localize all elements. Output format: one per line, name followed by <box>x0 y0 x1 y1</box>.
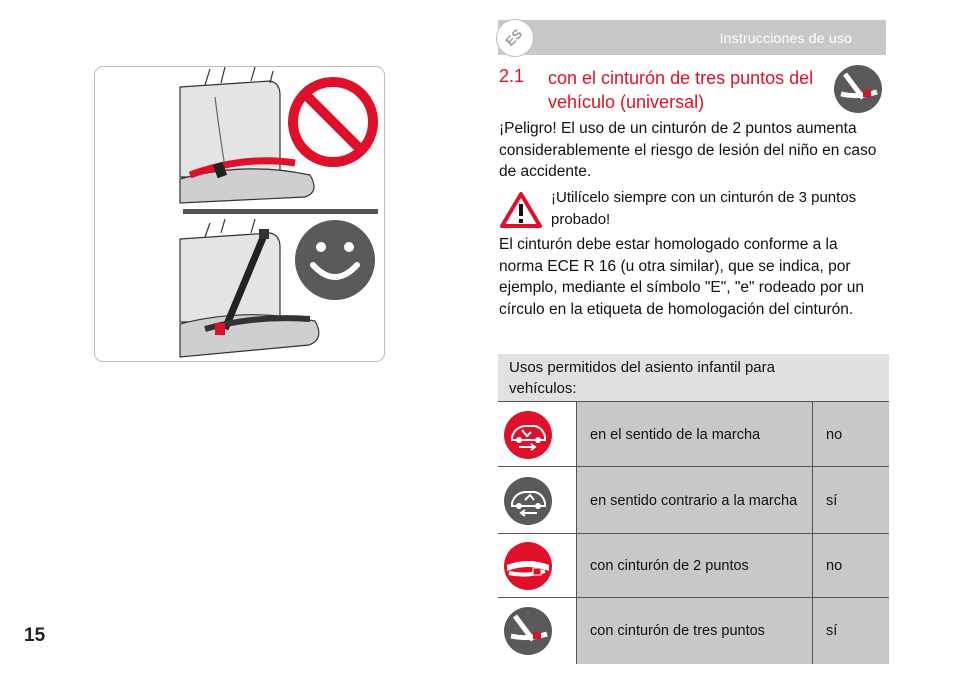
usage-description: en sentido contrario a la marcha <box>590 492 798 509</box>
table-row <box>498 597 889 664</box>
usage-value: sí <box>826 492 838 509</box>
usage-table-title: Usos permitidos del asiento infantil para vehículos: <box>509 359 775 397</box>
table-description-cell <box>577 534 813 598</box>
table-icon-cell <box>498 467 577 534</box>
table-description-cell <box>577 467 813 534</box>
usage-description: en el sentido de la marcha <box>590 426 761 443</box>
smiley-face-icon <box>295 220 375 300</box>
section-number: 2.1 <box>499 66 525 86</box>
table-value-cell <box>813 402 889 467</box>
usage-value: no <box>826 558 843 574</box>
table-row <box>498 466 889 534</box>
usage-value: sí <box>826 623 838 639</box>
table-value-cell <box>813 467 889 534</box>
table-value-cell <box>813 534 889 598</box>
usage-table-heading <box>498 354 889 401</box>
table-row <box>498 401 889 467</box>
usage-description: con cinturón de tres puntos <box>590 623 765 639</box>
prohibited-sign-icon <box>293 82 373 162</box>
danger-paragraph <box>499 118 884 183</box>
two-point-belt-icon <box>503 541 553 591</box>
page-number: 15 <box>24 625 46 646</box>
usage-description: con cinturón de 2 puntos <box>590 558 749 574</box>
danger-text: El uso de un cinturón de 2 puntos aumenta considerablemente el riesgo de lesión del niño en caso de accidente. <box>499 120 877 180</box>
table-value-cell <box>813 598 889 664</box>
homologation-paragraph: El cinturón debe estar homologado conforme a la norma ECE R 16 (u otra similar), que se indica, por ejemplo, mediante el símbolo "E", "e" rodeado por un círculo en la etiqueta de homologación del cinturón. <box>499 236 864 318</box>
rear-facing-car-icon <box>503 476 553 526</box>
table-icon-cell <box>498 402 577 467</box>
three-point-belt-icon <box>503 606 553 656</box>
language-badge <box>496 19 534 57</box>
table-icon-cell <box>498 598 577 664</box>
seat-with-three-point-belt <box>180 219 319 357</box>
language-code: ES <box>502 26 526 49</box>
table-description-cell <box>577 402 813 467</box>
seat-belt-illustration <box>94 66 385 362</box>
table-description-cell <box>577 598 813 664</box>
three-point-belt-icon <box>833 64 883 114</box>
table-icon-cell <box>498 534 577 598</box>
forward-facing-car-icon <box>503 410 553 460</box>
section-title: con el cinturón de tres puntos del vehículo (universal) <box>548 68 814 112</box>
danger-label: ¡Peligro! <box>499 120 557 137</box>
warning-triangle-icon <box>500 192 542 228</box>
header-title: Instrucciones de uso <box>719 30 852 46</box>
usage-value: no <box>826 426 843 443</box>
table-row <box>498 533 889 598</box>
warning-text: ¡Utilícelo siempre con un cinturón de 3 puntos probado! <box>551 189 857 228</box>
header-bar <box>498 20 886 55</box>
